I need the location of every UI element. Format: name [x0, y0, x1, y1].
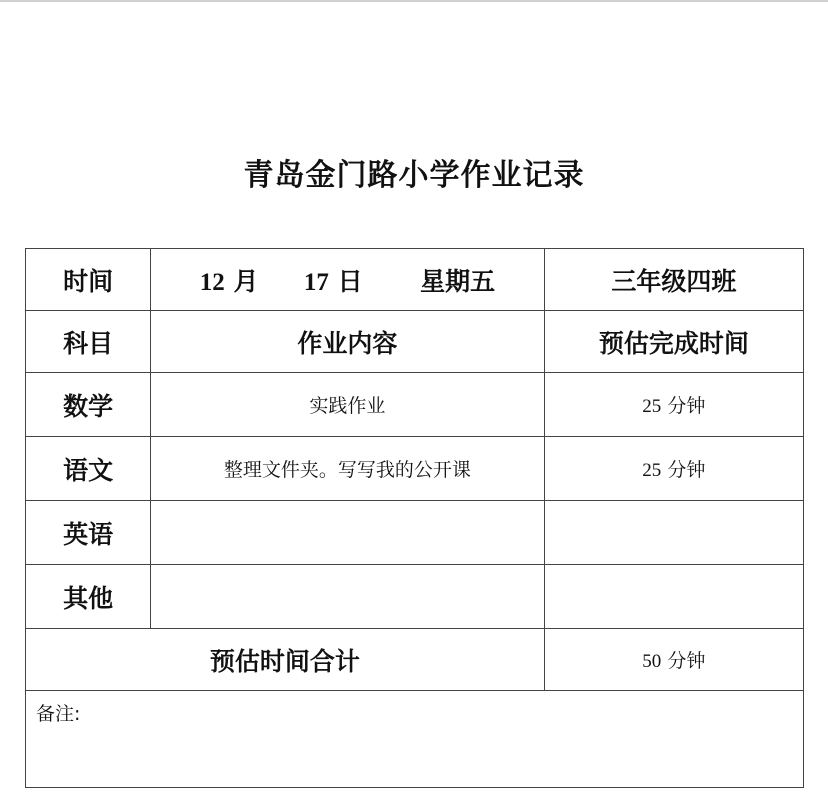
class-name: 三年级四班 — [544, 249, 803, 311]
month-number: 12 — [199, 268, 225, 296]
total-minutes — [544, 629, 803, 691]
subject-header: 科目 — [26, 311, 151, 373]
remarks-field — [26, 691, 804, 788]
content-math: 实践作业 — [151, 373, 545, 437]
content-chinese: 整理文件夹。写写我的公开课 — [151, 437, 545, 501]
content-header: 作业内容 — [151, 311, 545, 373]
page-top-border — [0, 0, 828, 2]
minutes-unit: 分钟 — [667, 459, 706, 481]
time-label: 时间 — [26, 249, 151, 311]
minutes-chinese — [544, 437, 803, 501]
estimated-time-header: 预估完成时间 — [544, 311, 803, 373]
minutes-value: 25 — [642, 460, 662, 481]
content-english — [151, 501, 545, 565]
weekday: 星期五 — [420, 266, 496, 296]
minutes-math — [544, 373, 803, 437]
subject-math: 数学 — [26, 373, 151, 437]
day-unit: 日 — [337, 266, 363, 296]
homework-record-table — [25, 248, 804, 788]
header-row — [26, 311, 804, 373]
remarks-label: 备注: — [36, 703, 81, 725]
minutes-other — [544, 565, 803, 629]
minutes-value: 25 — [642, 396, 662, 417]
day-number: 17 — [303, 268, 329, 296]
remarks-row — [26, 691, 804, 788]
table-row — [26, 373, 804, 437]
subject-other: 其他 — [26, 565, 151, 629]
subject-chinese: 语文 — [26, 437, 151, 501]
table-row — [26, 565, 804, 629]
date-cell — [151, 249, 545, 311]
month-unit: 月 — [233, 266, 259, 296]
table-row — [26, 501, 804, 565]
total-label: 预估时间合计 — [26, 629, 545, 691]
document-title: 青岛金门路小学作业记录 — [243, 158, 585, 193]
content-other — [151, 565, 545, 629]
subject-english: 英语 — [26, 501, 151, 565]
total-minutes-unit: 分钟 — [667, 650, 706, 672]
minutes-english — [544, 501, 803, 565]
table-row — [26, 437, 804, 501]
date-row — [26, 249, 804, 311]
total-minutes-value: 50 — [642, 651, 662, 672]
minutes-unit: 分钟 — [667, 395, 706, 417]
total-row — [26, 629, 804, 691]
